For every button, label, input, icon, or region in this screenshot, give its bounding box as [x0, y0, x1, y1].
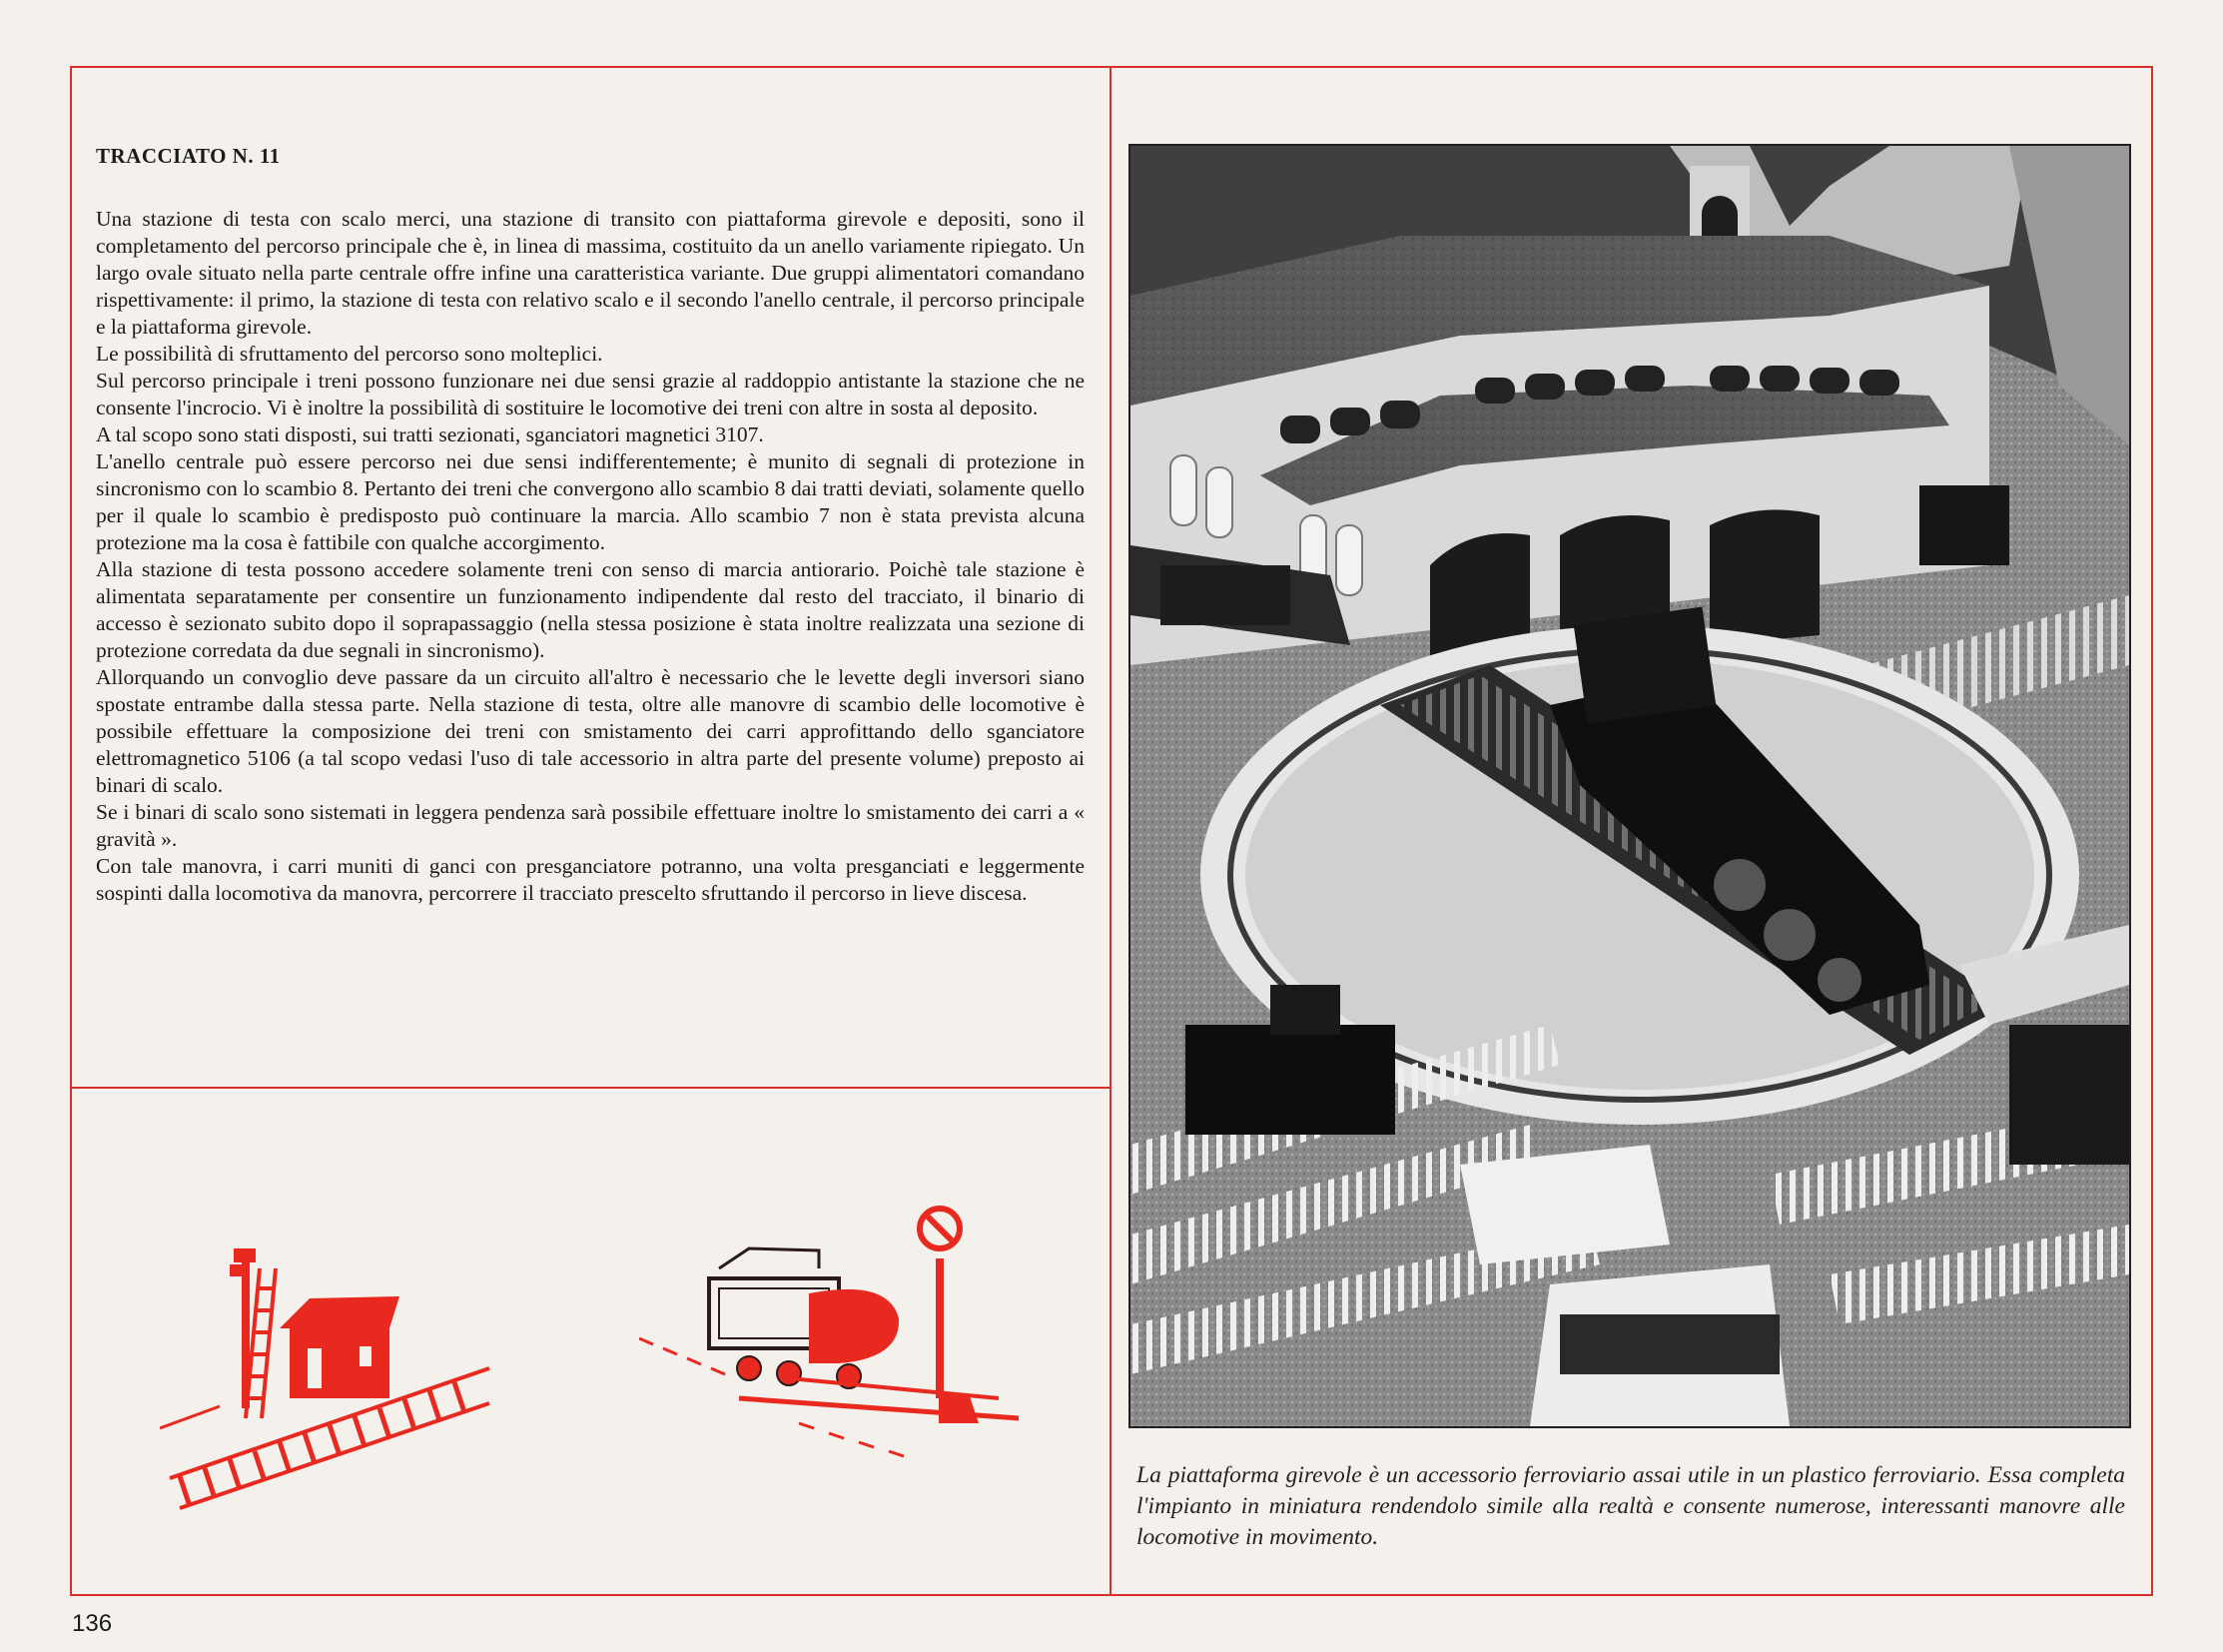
paragraph: Una stazione di testa con scalo merci, una stazione di transito con piattaforma girevole e depositi, sono il completamento del percorso principale che è, in linea di massima, costituito da un anello variamente ripiegato. Un largo ovale situato nella parte centrale offre infine una caratteristica variante. Due gruppi alimentatori comandano rispettivamente: il primo, la stazione di testa con relativo scalo e il secondo l'anello centrale, il percorso principale e la piattaforma girevole. [96, 207, 1085, 339]
section-title: TRACCIATO N. 11 [96, 144, 281, 168]
paragraph: A tal scopo sono stati disposti, sui tratti sezionati, sganciatori magnetici 3107. [96, 422, 764, 446]
paragraph: Alla stazione di testa possono accedere solamente treni con senso di marcia antiorario. Poichè tale stazione è alimentata separatamente per consentire un funzionamento indipendente dal resto del tracciato, il binario di accesso è sezionato subito dopo il soprapassaggio (nella stessa posizione è stata inoltre realizzata una sezione di protezione corredata da due segnali in sincronismo). [96, 557, 1085, 662]
photo-caption: La piattaforma girevole è un accessorio ferroviario assai utile in un plastico ferroviario. Essa completa l'impianto in miniatura rendendolo simile alla realtà e consente numerose, interessanti manovre alle locomotive in movimento. [1136, 1462, 2125, 1550]
paragraph: L'anello centrale può essere percorso nei due sensi indifferentemente; è munito di segnali di protezione in sincronismo con lo scambio 8. Pertanto dei treni che convergono allo scambio 8 dai tratti deviati, solamente quello per il quale lo scambio è predisposto può continuare la marcia. Allo scambio 7 non è stata prevista alcuna protezione ma la cosa è fattibile con qualche accorgimento. [96, 449, 1085, 554]
body-text [96, 206, 1085, 907]
paragraph: Con tale manovra, i carri muniti di ganci con presganciatore potranno, una volta presganciati e leggermente sospinti dalla locomotiva da manovra, percorrere il tracciato prescelto sfruttando il percorso in lieve discesa. [96, 854, 1085, 905]
turntable-photo [1128, 144, 2131, 1428]
text-illustration-divider [70, 1087, 1112, 1089]
page-number: 136 [72, 1610, 113, 1637]
signal-house-icon [160, 1229, 499, 1518]
paragraph: Allorquando un convoglio deve passare da un circuito all'altro è necessario che le levette degli inversori siano spostate entrambe dalla stessa parte. Nella stazione di testa, oltre alle manovre di scambio delle locomotive è possibile effettuare la composizione dei treni con smistamento dei carri approfittando dello sganciatore elettromagnetico 5106 (a tal scopo vedasi l'uso di tale accessorio in altra parte del presente volume) preposto ai binari di scalo. [96, 665, 1085, 797]
wagon-signal-icon [639, 1179, 1019, 1478]
paragraph: Sul percorso principale i treni possono funzionare nei due sensi grazie al raddoppio antistante la stazione che ne consente l'incrocio. Vi è inoltre la possibilità di sostituire le locomotive dei treni con altre in sosta al deposito. [96, 369, 1085, 419]
paragraph: Le possibilità di sfruttamento del percorso sono molteplici. [96, 342, 603, 366]
paragraph: Se i binari di scalo sono sistemati in leggera pendenza sarà possibile effettuare inoltre lo smistamento dei carri a « gravità ». [96, 800, 1085, 851]
column-divider [1110, 66, 1112, 1596]
